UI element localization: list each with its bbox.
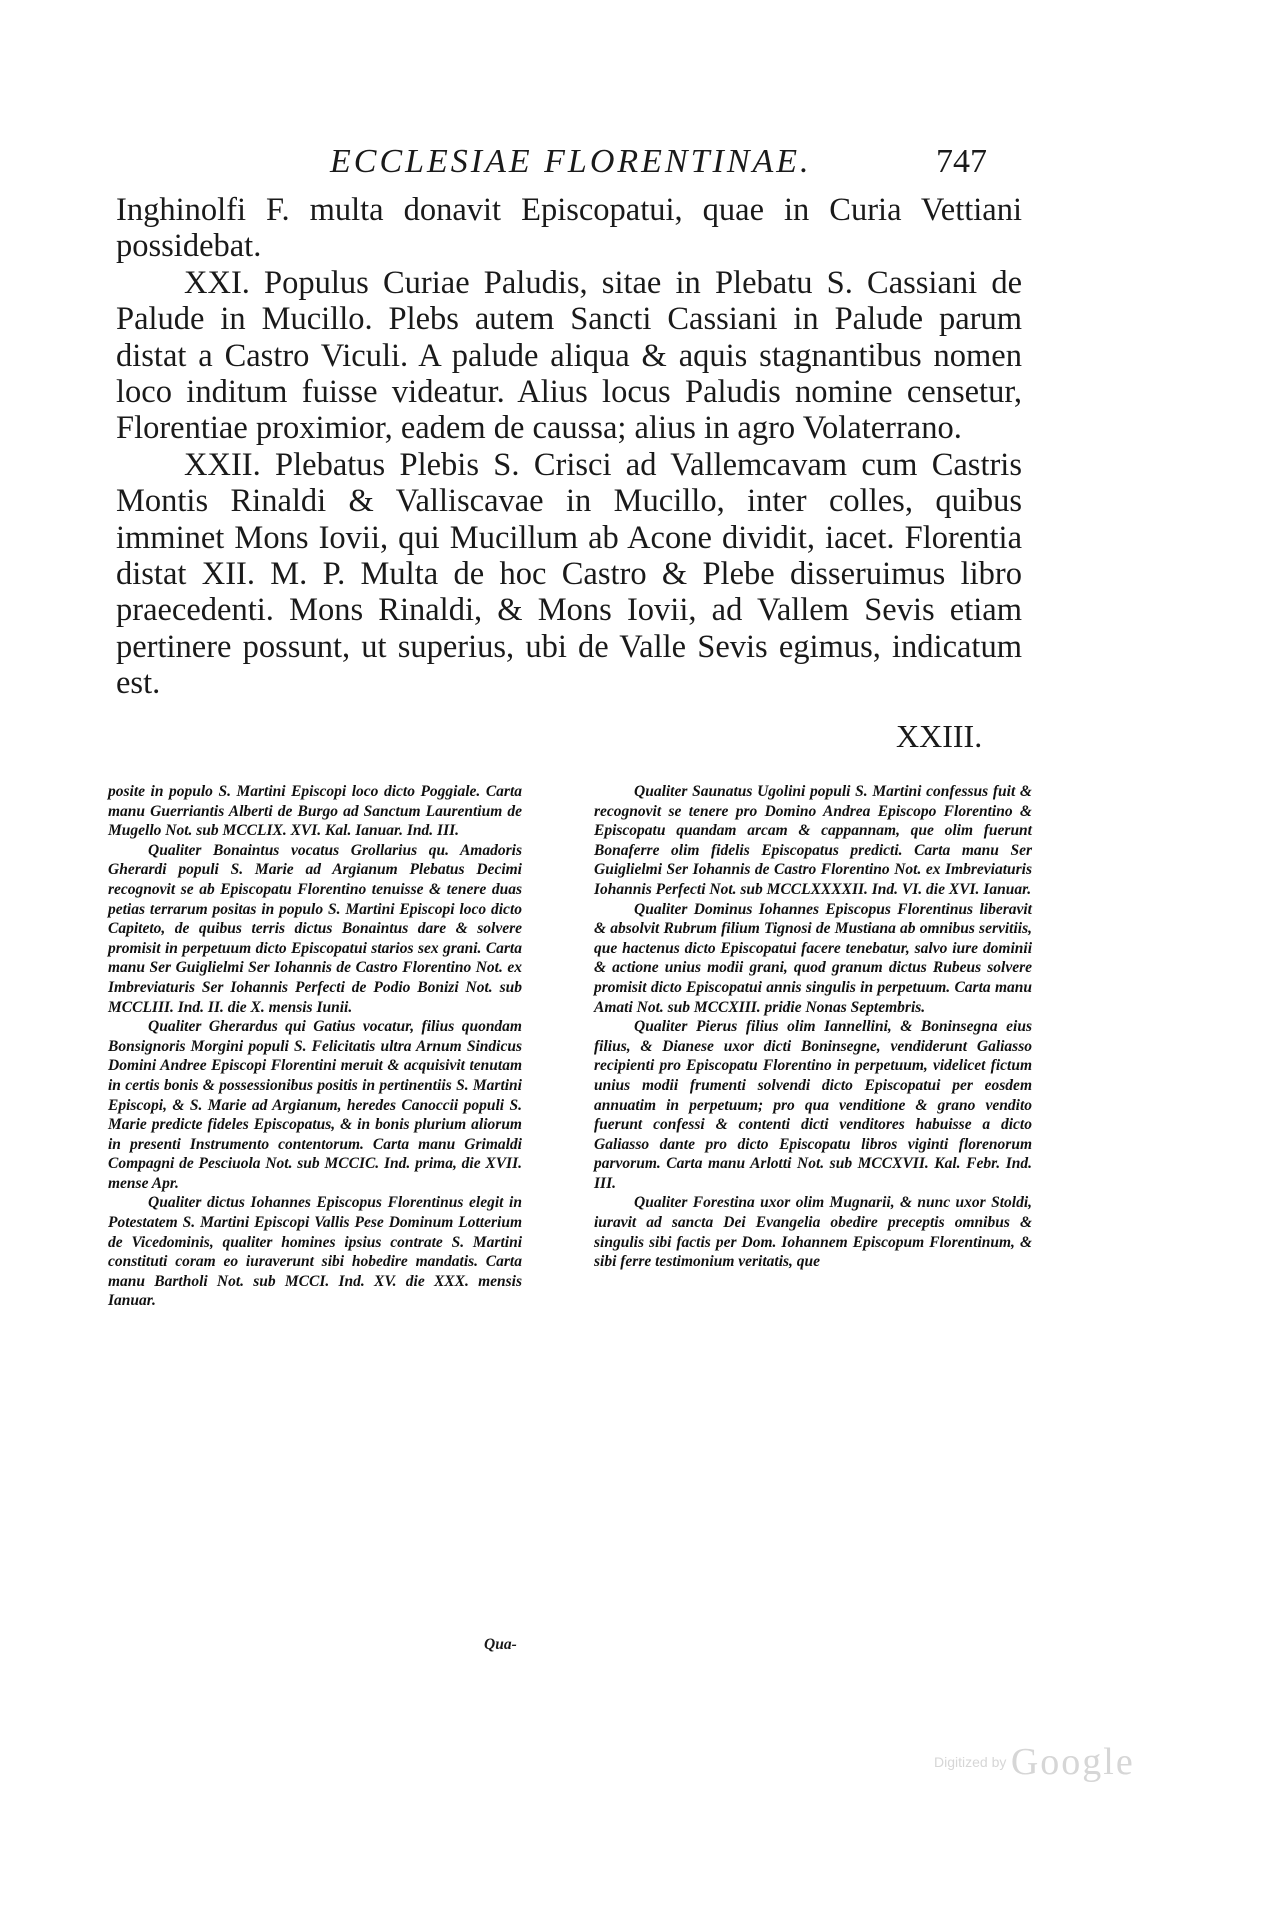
- watermark-prefix: Digitized by: [934, 1754, 1007, 1770]
- footnote-entry: Qualiter Pierus filius olim Iannellini, & Boninsegna eius filius, & Dianese uxor dicti Boninsegne, vendiderunt Galiasso recipienti pro Episcopatu Florentino in perpetuum, videlicet fictum unius modii frumenti solvendi dicto Episcopatui per eosdem annuatim in perpetuum; pro qua venditione & grano vendito fuerunt confessi & contenti dicti venditores habuisse a dicto Galiasso dante pro dicto Episcopatu libros viginti florenorum parvorum. Carta manu Arlotti Not. sub MCCXVII. Kal. Febr. Ind. III.: [594, 1018, 1032, 1192]
- footnote-column-left: [108, 782, 522, 1311]
- footnote-column-right: [594, 782, 1032, 1272]
- footnote-entry: Qualiter Saunatus Ugolini populi S. Martini confessus fuit & recognovit se tenere pro Domino Andrea Episcopo Florentino & Episcopatu quandam arcam & cappannam, que olim fuerunt Bonaferre olim fidelis Episcopatus predicti. Carta manu Ser Guiglielmi Ser Iohannis de Castro Florentino Not. ex Imbreviaturis Iohannis Perfecti Not. sub MCCLXXXXII. Ind. VI. die XVI. Ianuar.: [594, 783, 1032, 898]
- paragraph-xxii: XXII. Plebatus Plebis S. Crisci ad Vallemcavam cum Castris Montis Rinaldi & Valliscavae in Mucillo, inter colles, quibus imminet Mons Iovii, qui Mucillum ab Acone dividit, iacet. Florentia distat XII. M. P. Multa de hoc Castro & Plebe disseruimus libro praecedenti. Mons Rinaldi, & Mons Iovii, ad Vallem Sevis etiam pertinere possunt, ut superius, ubi de Valle Sevis egimus, indicatum est.: [116, 446, 1022, 702]
- footnote-entry: Qualiter Dominus Iohannes Episcopus Florentinus liberavit & absolvit Rubrum filium Tignosi de Mustiana ab omnibus servitiis, que hactenus dicto Episcopatui facere tenebatur, salvo iure dominii & actione unius modii grani, quod granum dictus Rubeus solvere promisit dicto Episcopatui annis singulis in perpetuum. Carta manu Amati Not. sub MCCXIII. pridie Nonas Septembris.: [594, 900, 1032, 1016]
- footnote-entry: Qualiter Bonaintus vocatus Grollarius qu. Amadoris Gherardi populi S. Marie ad Argianum Plebatus Decimi recognovit se ab Episcopatu Florentino tenuisse & tenere duas petias terrarum positas in populo S. Martini Episcopi loco dicto Capiteto, de quibus terris dictus Bonaintus dare & solvere promisit in perpetuum dicto Episcopatui starios sex grani. Carta manu Ser Guiglielmi Ser Iohannis de Castro Florentino Not. ex Imbreviaturis Ser Iohannis Perfecti de Podio Bonizi Not. sub MCCLIII. Ind. II. die X. mensis Iunii.: [108, 841, 522, 1016]
- running-head: ECCLESIAE FLORENTINAE.: [330, 143, 812, 180]
- page-number: 747: [936, 143, 987, 180]
- digitization-watermark: [934, 1740, 1135, 1784]
- paragraph-continued: Inghinolfi F. multa donavit Episcopatui, quae in Curia Vettiani possidebat.: [116, 192, 1022, 265]
- footnote-entry: posite in populo S. Martini Episcopi loco dicto Poggiale. Carta manu Guerriantis Alberti de Burgo ad Sanctum Laurentium de Mugello Not. sub MCCLIX. XVI. Kal. Ianuar. Ind. III.: [108, 783, 522, 840]
- main-text-block: [116, 192, 1022, 702]
- section-marker-xxiii: XXIII.: [896, 718, 983, 754]
- footnote-entry: Qualiter Forestina uxor olim Mugnarii, & nunc uxor Stoldi, iuravit ad sancta Dei Evangelia obedire preceptis omnibus & singulis sibi factis per Dom. Iohannem Episcopum Florentinum, & sibi ferre testimonium veritatis, que: [594, 1194, 1032, 1271]
- catchword: Qua-: [484, 1636, 517, 1653]
- watermark-logo: Google: [1010, 1741, 1135, 1783]
- footnote-entry: Qualiter dictus Iohannes Episcopus Florentinus elegit in Potestatem S. Martini Episcopi Vallis Pese Dominum Lotterium de Vicedominis, qualiter homines ipsius contrate S. Martini constituti coram eo iuraverunt sibi hobedire mandatis. Carta manu Bartholi Not. sub MCCI. Ind. XV. die XXX. mensis Ianuar.: [108, 1194, 522, 1310]
- paragraph-xxi: XXI. Populus Curiae Paludis, sitae in Plebatu S. Cassiani de Palude in Mucillo. Plebs autem Sancti Cassiani in Palude parum distat a Castro Viculi. A palude aliqua & aquis stagnantibus nomen loco inditum fuisse videatur. Alius locus Paludis nomine censetur, Florentiae proximior, eadem de caussa; alius in agro Volaterrano.: [116, 264, 1022, 447]
- footnote-entry: Qualiter Gherardus qui Gatius vocatur, filius quondam Bonsignoris Morgini populi S. Felicitatis ultra Arnum Sindicus Domini Andree Episcopi Florentini meruit & acquisivit tenutam in certis bonis & possessionibus positis in pertinentiis S. Martini Episcopi, & S. Marie ad Argianum, heredes Canoccii populi S. Marie predicte fideles Episcopatus, & in bonis plurium aliorum in presenti Instrumento contentorum. Carta manu Grimaldi Compagni de Pesciuola Not. sub MCCIC. Ind. prima, die XVII. mense Apr.: [108, 1018, 522, 1192]
